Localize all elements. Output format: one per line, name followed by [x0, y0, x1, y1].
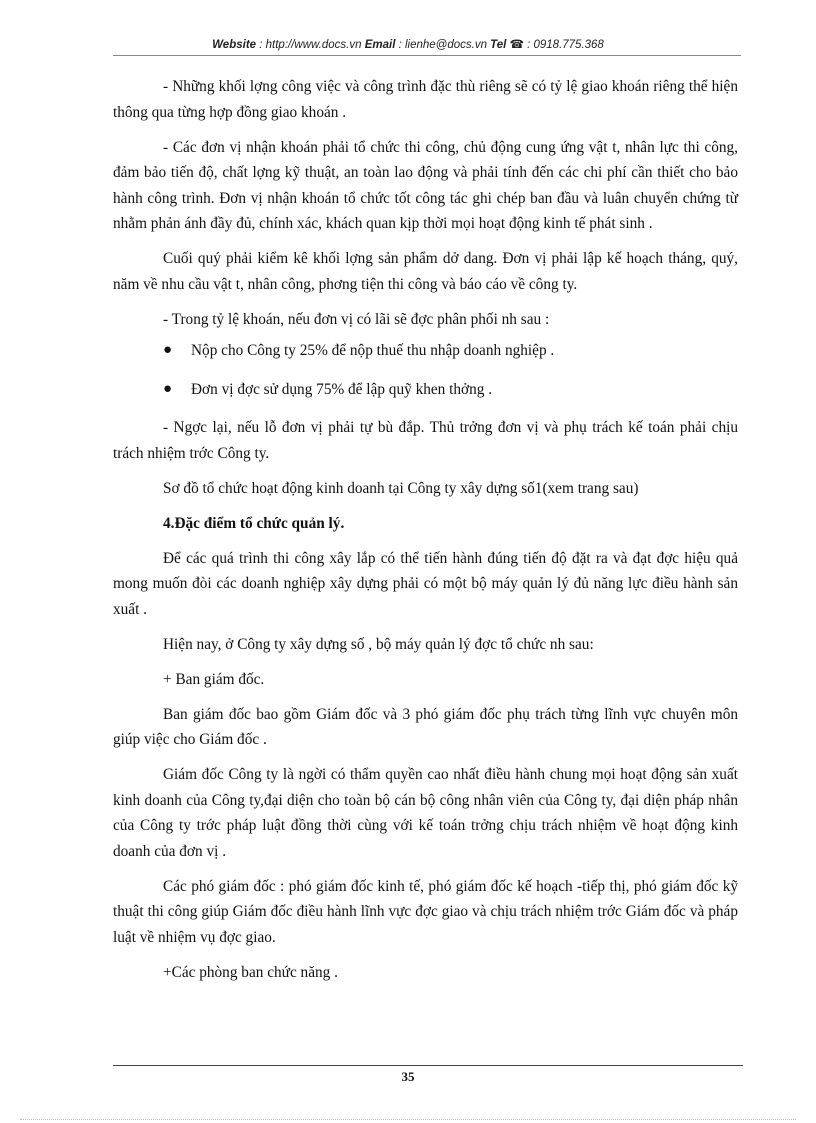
email-value: : lienhe@docs.vn: [395, 39, 491, 51]
email-label: Email: [364, 39, 396, 51]
website-label: Website: [212, 39, 257, 51]
paragraph: - Những khối lợng công việc và công trình đặc thù riêng sẽ có tỷ lệ giao khoán riêng thể hiện thông qua từng hợp đồng giao khoán .: [113, 78, 738, 121]
bullet-icon: ●: [163, 342, 173, 358]
paragraph: - Các đơn vị nhận khoán phải tổ chức thi công, chủ động cung ứng vật t, nhân lực thi công, đảm bảo tiến độ, chất lợng kỹ thuật, an toàn lao động và phải tính đến các chi phí cần thiết cho bảo hành công trình. Đơn vị nhận khoán tổ chức tốt công tác ghi chép ban đầu và luân chuyển chứng từ nhằm phản ánh đầy đủ, chính xác, khách quan kịp thời mọi hoạt động kinh tế phát sinh .: [113, 138, 738, 232]
paragraph: - Trong tỷ lệ khoán, nếu đơn vị có lãi sẽ đợc phân phối nh sau :: [163, 310, 550, 328]
paragraph: Giám đốc Công ty là ngời có thẩm quyền cao nhất điều hành chung mọi hoạt động sản xuất kinh doanh của Công ty,đại diện cho toàn bộ cán bộ công nhân viên của Công ty, đại diện pháp nhân của Công ty trớc pháp luật đồng thời cùng với kế toán trởng chịu trách nhiệm về hoạt động kinh doanh của đơn vị .: [113, 766, 738, 860]
paragraph: Để các quá trình thi công xây lắp có thể tiến hành đúng tiến độ đặt ra và đạt đợc hiệu quả mong muốn đòi các doanh nghiệp xây dựng phải có một bộ máy quản lý đủ năng lực điều hành sản xuất .: [113, 549, 738, 618]
paragraph: Sơ đồ tổ chức hoạt động kinh doanh tại Công ty xây dựng số1(xem trang sau): [163, 479, 639, 497]
bullet-icon: ●: [163, 380, 173, 397]
paragraph: Cuối quý phải kiểm kê khối lợng sản phẩm dở dang. Đơn vị phải lập kế hoạch tháng, quý, năm về nhu cầu vật t, nhân công, phơng tiện thi công và báo cáo về công ty.: [113, 250, 738, 293]
document-body: [113, 74, 738, 995]
paragraph: Các phó giám đốc : phó giám đốc kinh tế, phó giám đốc kế hoạch -tiếp thị, phó giám đốc kỹ thuật thi công giúp Giám đốc điều hành lĩnh vực đợc giao và chịu trách nhiệm trớc Giám đốc và pháp luật về nhiệm vụ đợc giao.: [113, 877, 738, 946]
paragraph: +Các phòng ban chức năng .: [163, 963, 338, 981]
section-heading: 4.Đặc điểm tổ chức quản lý.: [163, 514, 345, 532]
paragraph: Ban giám đốc bao gồm Giám đốc và 3 phó giám đốc phụ trách từng lĩnh vực chuyên môn giúp việc cho Giám đốc .: [113, 705, 738, 748]
tel-value: ☎ : 0918.775.368: [506, 39, 604, 51]
footer-divider: [113, 1065, 743, 1066]
page-header: [0, 37, 816, 51]
list-item: [113, 338, 738, 364]
paragraph: - Ngợc lại, nếu lỗ đơn vị phải tự bù đắp. Thủ trởng đơn vị và phụ trách kế toán phải chịu trách nhiệm trớc Công ty.: [113, 419, 738, 462]
paragraph: + Ban giám đốc.: [163, 670, 265, 688]
header-divider: [113, 55, 741, 56]
page-edge-divider: [20, 1119, 796, 1120]
tel-label: Tel: [490, 39, 507, 51]
page-number: 35: [401, 1069, 415, 1084]
website-value: : http://www.docs.vn: [256, 39, 365, 51]
list-item: [113, 377, 738, 403]
list-item-text: Nộp cho Công ty 25% để nộp thuế thu nhập doanh nghiệp .: [191, 342, 555, 359]
paragraph: Hiện nay, ở Công ty xây dựng số , bộ máy quản lý đợc tổ chức nh sau:: [163, 635, 594, 653]
list-item-text: Đơn vị đợc sử dụng 75% để lập quỹ khen thởng .: [191, 380, 493, 398]
